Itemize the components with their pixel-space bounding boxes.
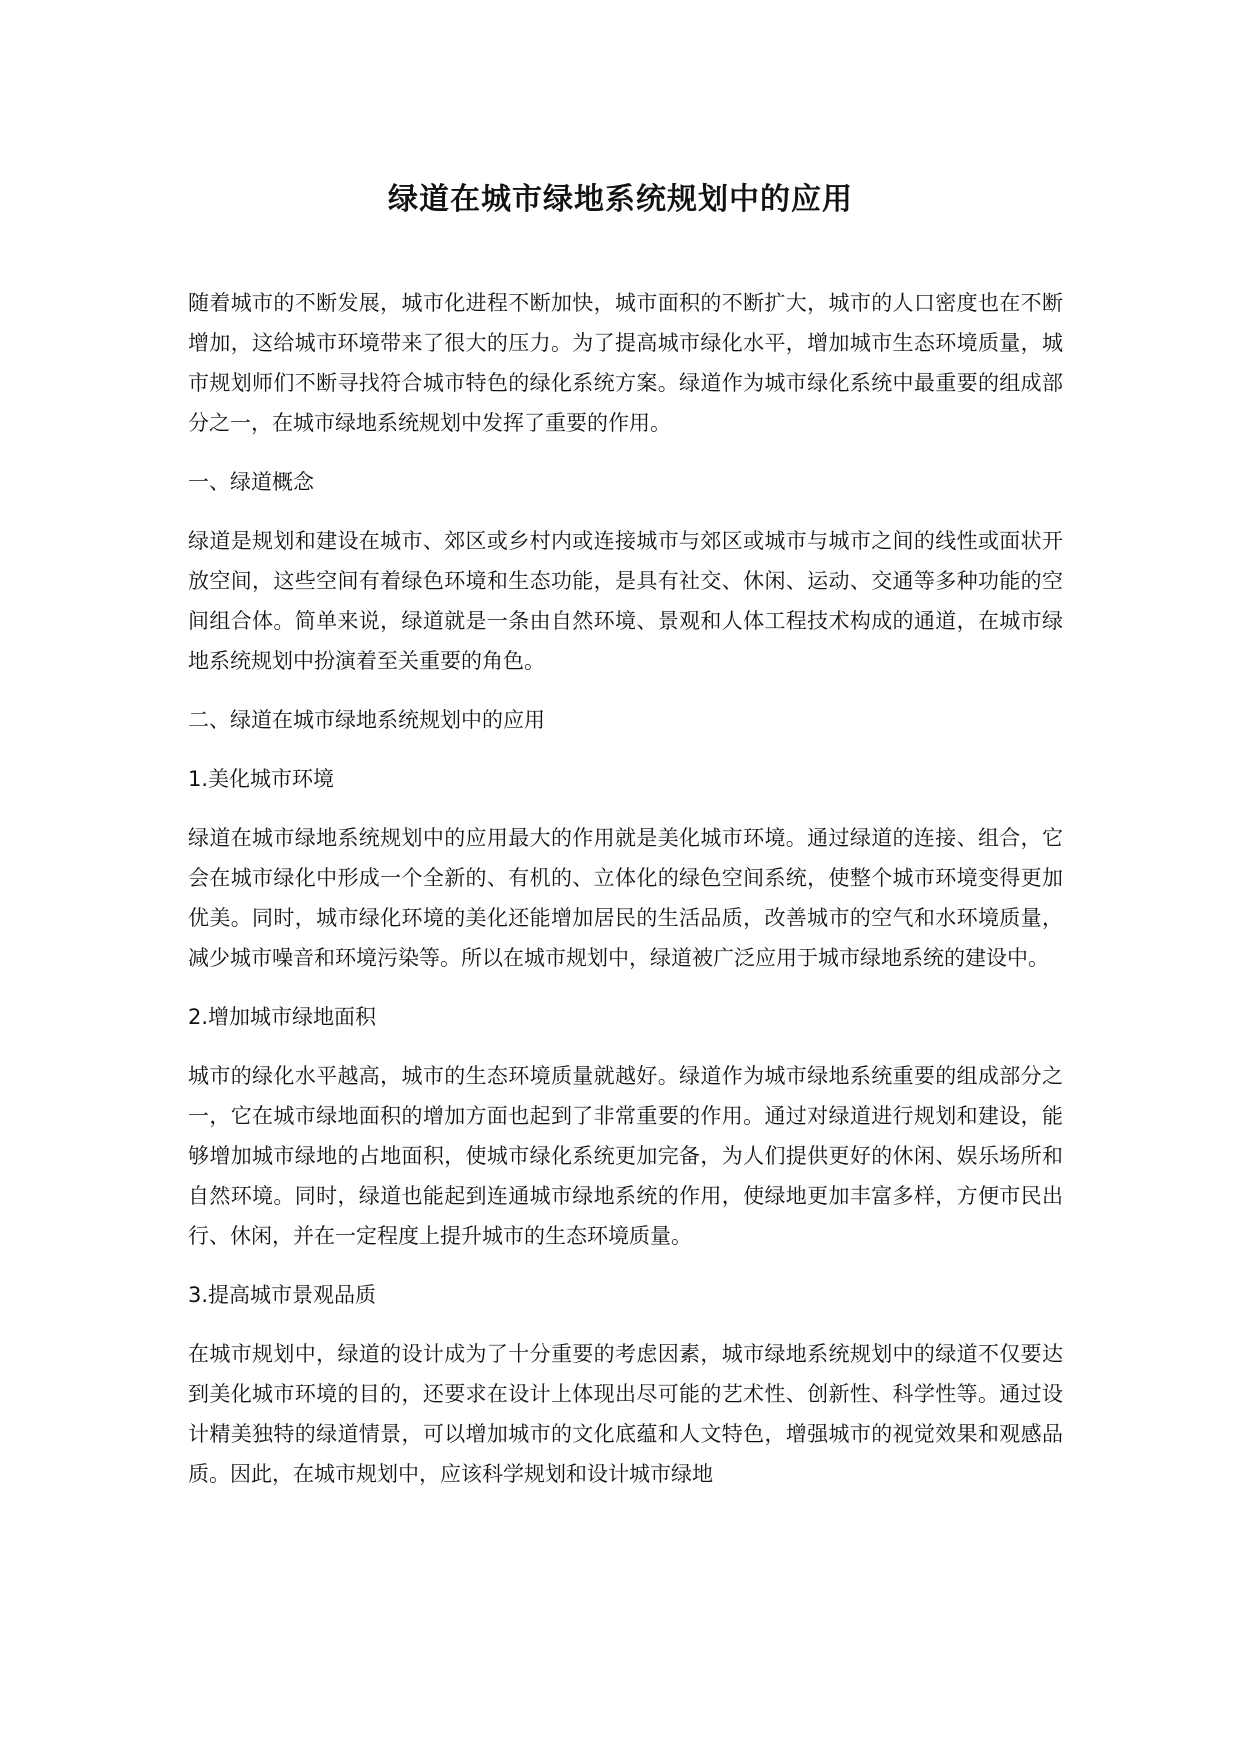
paragraph-intro: 随着城市的不断发展，城市化进程不断加快，城市面积的不断扩大，城市的人口密度也在不断增加，这给城市环境带来了很大的压力。为了提高城市绿化水平，增加城市生态环境质量，城市规划师们不断寻找符合城市特色的绿化系统方案。绿道作为城市绿化系统中最重要的组成部分之一，在城市绿地系统规划中发挥了重要的作用。	[188, 291, 1063, 435]
document-body	[188, 283, 1063, 1513]
document-title: 绿道在城市绿地系统规划中的应用	[388, 182, 853, 217]
subheading-green-area: 2.增加城市绿地面积	[188, 1005, 377, 1029]
subheading-landscape: 3.提高城市景观品质	[188, 1283, 377, 1307]
subheading-beautify: 1.美化城市环境	[188, 767, 335, 791]
section-heading-application: 二、绿道在城市绿地系统规划中的应用	[188, 708, 545, 732]
paragraph-landscape: 在城市规划中，绿道的设计成为了十分重要的考虑因素，城市绿地系统规划中的绿道不仅要达到美化城市环境的目的，还要求在设计上体现出尽可能的艺术性、创新性、科学性等。通过设计精美独特的绿道情景，可以增加城市的文化底蕴和人文特色，增强城市的视觉效果和观感品质。因此，在城市规划中，应该科学规划和设计城市绿地	[188, 1342, 1063, 1486]
paragraph-concept: 绿道是规划和建设在城市、郊区或乡村内或连接城市与郊区或城市与城市之间的线性或面状开放空间，这些空间有着绿色环境和生态功能，是具有社交、休闲、运动、交通等多种功能的空间组合体。简单来说，绿道就是一条由自然环境、景观和人体工程技术构成的通道，在城市绿地系统规划中扮演着至关重要的角色。	[188, 529, 1063, 673]
section-heading-concept: 一、绿道概念	[188, 470, 314, 494]
paragraph-beautify: 绿道在城市绿地系统规划中的应用最大的作用就是美化城市环境。通过绿道的连接、组合，它会在城市绿化中形成一个全新的、有机的、立体化的绿色空间系统，使整个城市环境变得更加优美。同时，城市绿化环境的美化还能增加居民的生活品质，改善城市的空气和水环境质量，减少城市噪音和环境污染等。所以在城市规划中，绿道被广泛应用于城市绿地系统的建设中。	[188, 826, 1063, 970]
paragraph-green-area: 城市的绿化水平越高，城市的生态环境质量就越好。绿道作为城市绿地系统重要的组成部分之一，它在城市绿地面积的增加方面也起到了非常重要的作用。通过对绿道进行规划和建设，能够增加城市绿地的占地面积，使城市绿化系统更加完备，为人们提供更好的休闲、娱乐场所和自然环境。同时，绿道也能起到连通城市绿地系统的作用，使绿地更加丰富多样，方便市民出行、休闲，并在一定程度上提升城市的生态环境质量。	[188, 1064, 1063, 1248]
